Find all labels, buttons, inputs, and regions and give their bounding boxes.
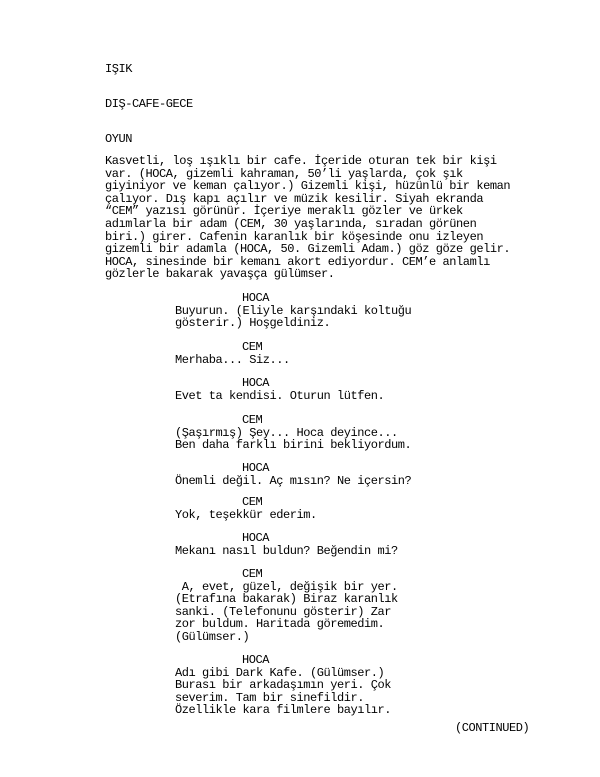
dialogue-line: Merhaba... Siz... <box>175 352 290 367</box>
dialogue-line: (Şaşırmış) Şey... Hoca deyince... <box>175 425 398 440</box>
dialogue-line: Ben daha farklı birini bekliyordum. <box>175 438 412 453</box>
dialogue-line: Buyurun. (Eliyle karşındaki koltuğu <box>175 303 412 318</box>
dialogue-line: severim. Tam bir sinefildir. <box>175 690 365 705</box>
scene-heading: IŞIK <box>105 62 133 76</box>
dialogue-line: Evet ta kendisi. Oturun lütfen. <box>175 388 385 403</box>
dialogue-line: Önemli değil. Aç mısın? Ne içersin? <box>175 473 412 488</box>
character-name: HOCA <box>242 531 270 545</box>
action-line: çalıyor. Dış kapı açılır ve müzik kesilir. Siyah ekranda <box>105 191 484 206</box>
dialogue-line: Mekanı nasıl buldun? Beğendin mi? <box>175 543 398 558</box>
continued-marker: (CONTINUED) <box>455 721 530 735</box>
dialogue-line: Özellikle kara filmlere bayılır. <box>175 703 392 718</box>
scene-heading: DIŞ-CAFE-GECE <box>105 97 193 111</box>
dialogue-line: (Gülümser.) <box>175 630 250 644</box>
character-name: CEM <box>242 413 263 427</box>
character-name: HOCA <box>242 461 270 475</box>
dialogue-line: sanki. (Telefonunu gösterir) Zar <box>175 604 392 619</box>
action-line: “CEM” yazısı görünür. İçeriye meraklı gözler ve ürkek <box>105 204 463 219</box>
character-name: CEM <box>242 495 263 509</box>
dialogue-line: (Etrafına bakarak) Biraz karanlık <box>175 592 398 607</box>
action-line: HOCA, sinesinde bir kemanı akort ediyordur. CEM’e anlamlı <box>105 254 490 269</box>
action-line: gizemli bir adamla (HOCA, 50. Gizemli Adam.) göz göze gelir. <box>105 242 511 257</box>
dialogue-line: Burası bir arkadaşımın yeri. Çok <box>175 678 392 693</box>
dialogue-line: A, evet, güzel, değişik bir yer. <box>175 579 398 594</box>
character-name: HOCA <box>242 653 270 667</box>
character-name: CEM <box>242 340 263 354</box>
dialogue-line: zor buldum. Haritada göremedim. <box>175 617 385 632</box>
dialogue-line: Yok, teşekkür ederim. <box>175 507 317 522</box>
action-line: giyiniyor ve keman çalıyor.) Gizemli kişi, hüzünlü bir keman <box>105 179 511 194</box>
scene-heading: OYUN <box>105 132 133 146</box>
dialogue-line: Adı gibi Dark Kafe. (Gülümser.) <box>175 665 385 680</box>
action-line: var. (HOCA, gizemli kahraman, 50’li yaşlarda, çok şık <box>105 166 463 181</box>
action-line: Kasvetli, loş ışıklı bir cafe. İçeride oturan tek bir kişi <box>105 154 497 168</box>
character-name: HOCA <box>242 291 270 305</box>
character-name: HOCA <box>242 376 270 390</box>
action-line: gözlerle bakarak yavaşça gülümser. <box>105 267 335 282</box>
action-line: adımlarla bir adam (CEM, 30 yaşlarında, sıradan görünen <box>105 217 477 231</box>
action-line: biri.) girer. Cafenin karanlık bir köşesinde onu izleyen <box>105 229 484 244</box>
character-name: CEM <box>242 567 263 581</box>
dialogue-line: gösterir.) Hoşgeldiniz. <box>175 316 331 331</box>
